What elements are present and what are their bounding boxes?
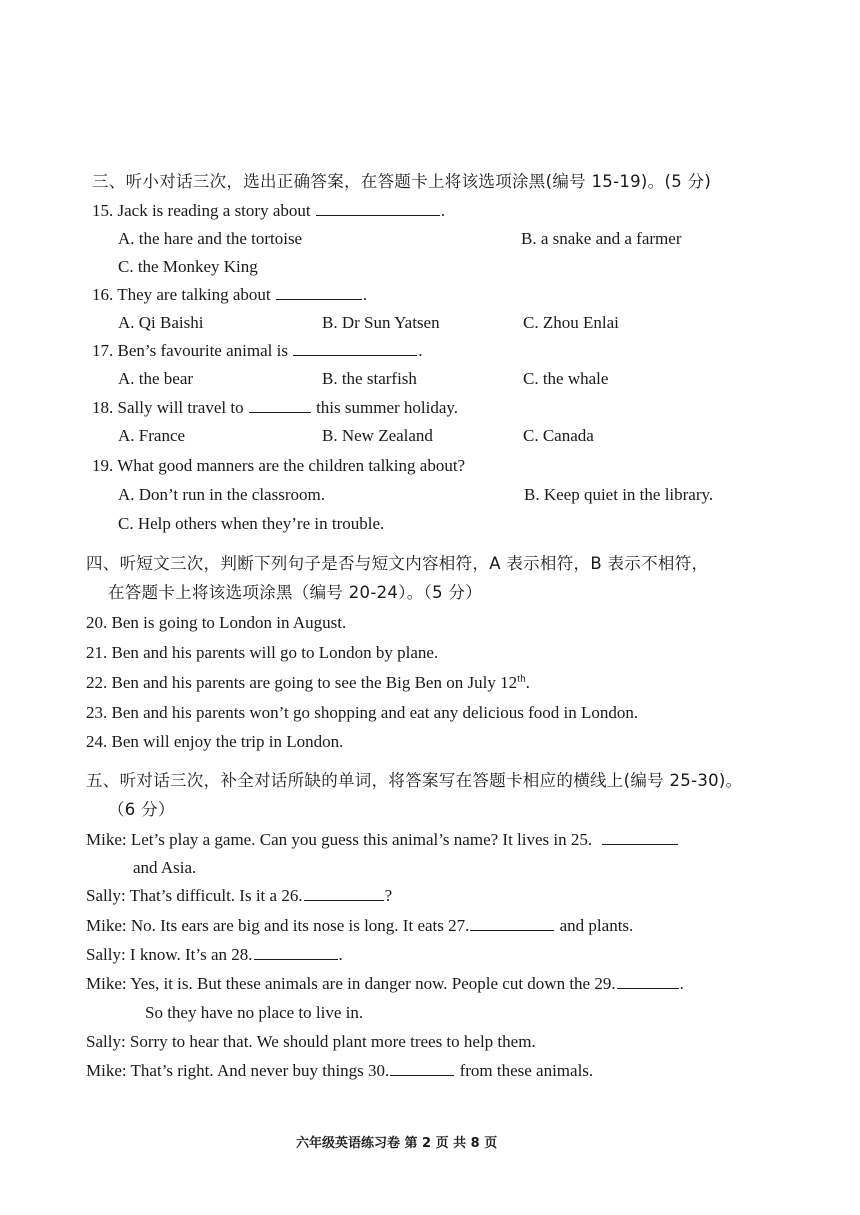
dialogue-line-5 <box>86 974 684 994</box>
q16-option-c: C. Zhou Enlai <box>523 313 619 332</box>
q16-stem: 16. They are talking about <box>92 285 271 304</box>
q17-option-b: B. the starfish <box>322 369 417 388</box>
dialogue-line-4-end: . <box>338 945 343 964</box>
q17-stem: 17. Ben’s favourite animal is <box>92 341 288 360</box>
q16-stem-end: . <box>362 285 368 304</box>
dialogue-line-3-end: and plants. <box>559 916 634 935</box>
question-17 <box>92 341 422 361</box>
dialogue-line-1-text: Mike: Let’s play a game. Can you guess this animal’s name? It lives in 25. <box>86 830 593 849</box>
q15-option-c: C. the Monkey King <box>118 257 258 276</box>
q17-option-a: A. the bear <box>118 369 194 388</box>
section3-heading: 三、听小对话三次，选出正确答案，在答题卡上将该选项涂黑(编号 15-19)。(5 分) <box>92 172 712 191</box>
statement-21: 21. Ben and his parents will go to London by plane. <box>86 643 439 662</box>
q15-stem: 15. Jack is reading a story about <box>92 201 311 220</box>
dialogue-line-4 <box>86 945 343 965</box>
blank-28 <box>254 945 338 960</box>
blank-25 <box>602 830 678 845</box>
dialogue-line-4-text: Sally: I know. It’s an 28. <box>86 945 253 964</box>
q18-blank <box>249 398 311 413</box>
statement-23: 23. Ben and his parents won’t go shopping and eat any delicious food in London. <box>86 703 639 722</box>
dialogue-line-7 <box>86 1061 593 1081</box>
q15-blank <box>316 201 440 216</box>
q16-blank <box>276 285 362 300</box>
q17-option-c: C. the whale <box>523 369 609 388</box>
q18-option-c: C. Canada <box>523 426 594 445</box>
q18-option-b: B. New Zealand <box>322 426 433 445</box>
dialogue-line-3-text: Mike: No. Its ears are big and its nose is long. It eats 27. <box>86 916 470 935</box>
q15-stem-end: . <box>440 201 446 220</box>
page-footer: 六年级英语练习卷 第 2 页 共 8 页 <box>296 1136 498 1151</box>
dialogue-line-6: Sally: Sorry to hear that. We should plant more trees to help them. <box>86 1032 536 1051</box>
question-18 <box>92 398 458 418</box>
dialogue-line-7-text: Mike: That’s right. And never buy things 30. <box>86 1061 390 1080</box>
q16-option-a: A. Qi Baishi <box>118 313 204 332</box>
statement-20: 20. Ben is going to London in August. <box>86 613 347 632</box>
question-15 <box>92 201 445 221</box>
q17-stem-end: . <box>418 341 423 360</box>
dialogue-line-7-end: from these animals. <box>459 1061 594 1080</box>
blank-30 <box>390 1061 454 1076</box>
section4-heading-line2: 在答题卡上将该选项涂黑（编号 20-24）。（5 分） <box>108 583 483 602</box>
dialogue-line-2-text: Sally: That’s difficult. Is it a 26. <box>86 886 303 905</box>
section4-heading-line1: 四、听短文三次，判断下列句子是否与短文内容相符，A 表示相符，B 表示不相符， <box>86 554 709 573</box>
dialogue-line-5-end: . <box>679 974 684 993</box>
dialogue-line-1-cont: and Asia. <box>133 858 197 877</box>
blank-26 <box>304 886 384 901</box>
section5-heading-line2: （6 分） <box>108 800 175 819</box>
question-16 <box>92 285 367 305</box>
q15-option-a: A. the hare and the tortoise <box>118 229 303 248</box>
q16-option-b: B. Dr Sun Yatsen <box>322 313 440 332</box>
dialogue-line-2-end: ? <box>384 886 393 905</box>
statement-22-end: . <box>525 673 530 692</box>
q18-stem-end: this summer holiday. <box>316 398 459 417</box>
dialogue-line-1 <box>86 830 679 850</box>
blank-29 <box>617 974 679 989</box>
q19-option-b: B. Keep quiet in the library. <box>524 485 714 504</box>
dialogue-line-5-cont: So they have no place to live in. <box>145 1003 364 1022</box>
blank-27 <box>470 916 554 931</box>
q18-option-a: A. France <box>118 426 186 445</box>
q15-option-b: B. a snake and a farmer <box>521 229 682 248</box>
statement-22-text: 22. Ben and his parents are going to see the Big Ben on July 12 <box>86 673 518 692</box>
q17-blank <box>293 341 417 356</box>
dialogue-line-2 <box>86 886 392 906</box>
q18-stem: 18. Sally will travel to <box>92 398 244 417</box>
dialogue-line-5-text: Mike: Yes, it is. But these animals are in danger now. People cut down the 29. <box>86 974 616 993</box>
q19-option-a: A. Don’t run in the classroom. <box>118 485 325 504</box>
section5-heading-line1: 五、听对话三次，补全对话所缺的单词，将答案写在答题卡相应的横线上(编号 25-30)。 <box>86 771 743 790</box>
statement-22 <box>86 673 530 693</box>
q19-option-c: C. Help others when they’re in trouble. <box>118 514 385 533</box>
statement-24: 24. Ben will enjoy the trip in London. <box>86 732 344 751</box>
dialogue-line-3 <box>86 916 633 936</box>
question-19: 19. What good manners are the children talking about? <box>92 456 466 475</box>
statement-22-sup: th <box>517 672 526 685</box>
